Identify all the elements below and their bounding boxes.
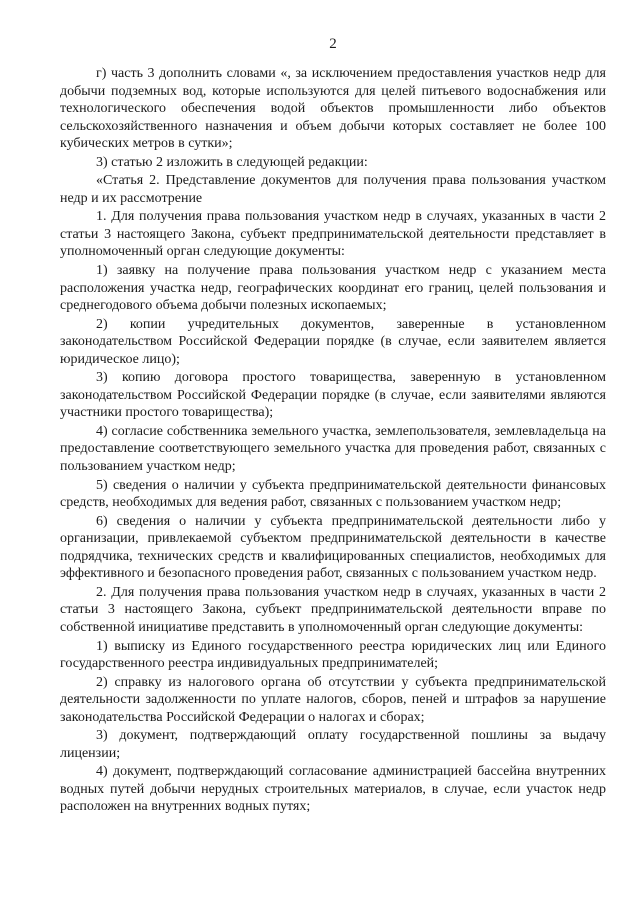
article-heading: «Статья 2. Представление документов для получения права пользования участком недр и их рассмотрение <box>60 173 606 206</box>
list-item-1-6: 6) сведения о наличии у субъекта предпринимательской деятельности либо у организации, привлекаемой субъектом предпринимательской деятельности в качестве подрядчика, технических средств и квалифицированных специалистов, необходимых для эффективного и безопасного проведения работ, связанных с пользованием участком недр. <box>60 513 606 582</box>
list-item-2-1: 1) выписку из Единого государственного реестра юридических лиц или Единого государственного реестра индивидуальных предпринимателей; <box>60 638 606 672</box>
list-item-2-3: 3) документ, подтверждающий оплату государственной пошлины за выдачу лицензии; <box>60 728 606 761</box>
list-item-2-4: 4) документ, подтверждающий согласование администрацией бассейна внутренних водных путей добычи нерудных строительных материалов, в случае, если участок недр расположен на внутренних водных путях; <box>60 764 606 815</box>
list-item-2-2: 2) справку из налогового органа об отсутствии у субъекта предпринимательской деятельности задолженности по уплате налогов, сборов, пеней и штрафов за нарушение законодательства Российской Федерации о налогах и сборах; <box>60 674 606 725</box>
list-item-1-1: 1) заявку на получение права пользования участком недр с указанием места расположения участка недр, географических координат его границ, целей пользования и среднегодового объема добычи полезных ископаемых; <box>60 263 606 314</box>
paragraph-item-3: 3) статью 2 изложить в следующей редакции: <box>96 154 368 170</box>
list-item-1-5: 5) сведения о наличии у субъекта предпринимательской деятельности финансовых средств, необходимых для ведения работ, связанных с пользованием участком недр; <box>60 477 606 511</box>
list-item-1-3: 3) копию договора простого товарищества, заверенную в установленном законодательством Российской Федерации порядке (в случае, если заявителями являются участники простого товарищества); <box>60 370 606 421</box>
paragraph-clause-2: 2. Для получения права пользования участком недр в случаях, указанных в части 2 статьи 3 настоящего Закона, субъект предпринимательской деятельности вправе по собственной инициативе представить в уполномоченный орган следующие документы: <box>60 584 606 635</box>
paragraph-amendment-g: г) часть 3 дополнить словами «, за исключением предоставления участков недр для добычи подземных вод, которые используются для целей питьевого водоснабжения или технологического обеспечения водой объектов промышленности либо объектов сельскохозяйственного назначения и объем добычи которых составляет не более 100 кубических метров в сутки»; <box>60 66 606 152</box>
list-item-1-4: 4) согласие собственника земельного участка, землепользователя, землевладельца на предоставление соответствующего земельного участка для проведения работ, связанных с пользованием участком недр; <box>60 423 606 475</box>
document-page <box>60 36 606 816</box>
list-item-1-2: 2) копии учредительных документов, заверенные в установленном законодательством Российской Федерации порядке (в случае, если заявителем является юридическое лицо); <box>60 316 606 367</box>
page-number: 2 <box>329 36 337 52</box>
paragraph-clause-1: 1. Для получения права пользования участком недр в случаях, указанных в части 2 статьи 3 настоящего Закона, субъект предпринимательской деятельности представляет в уполномоченный орган следующие документы: <box>60 209 606 260</box>
